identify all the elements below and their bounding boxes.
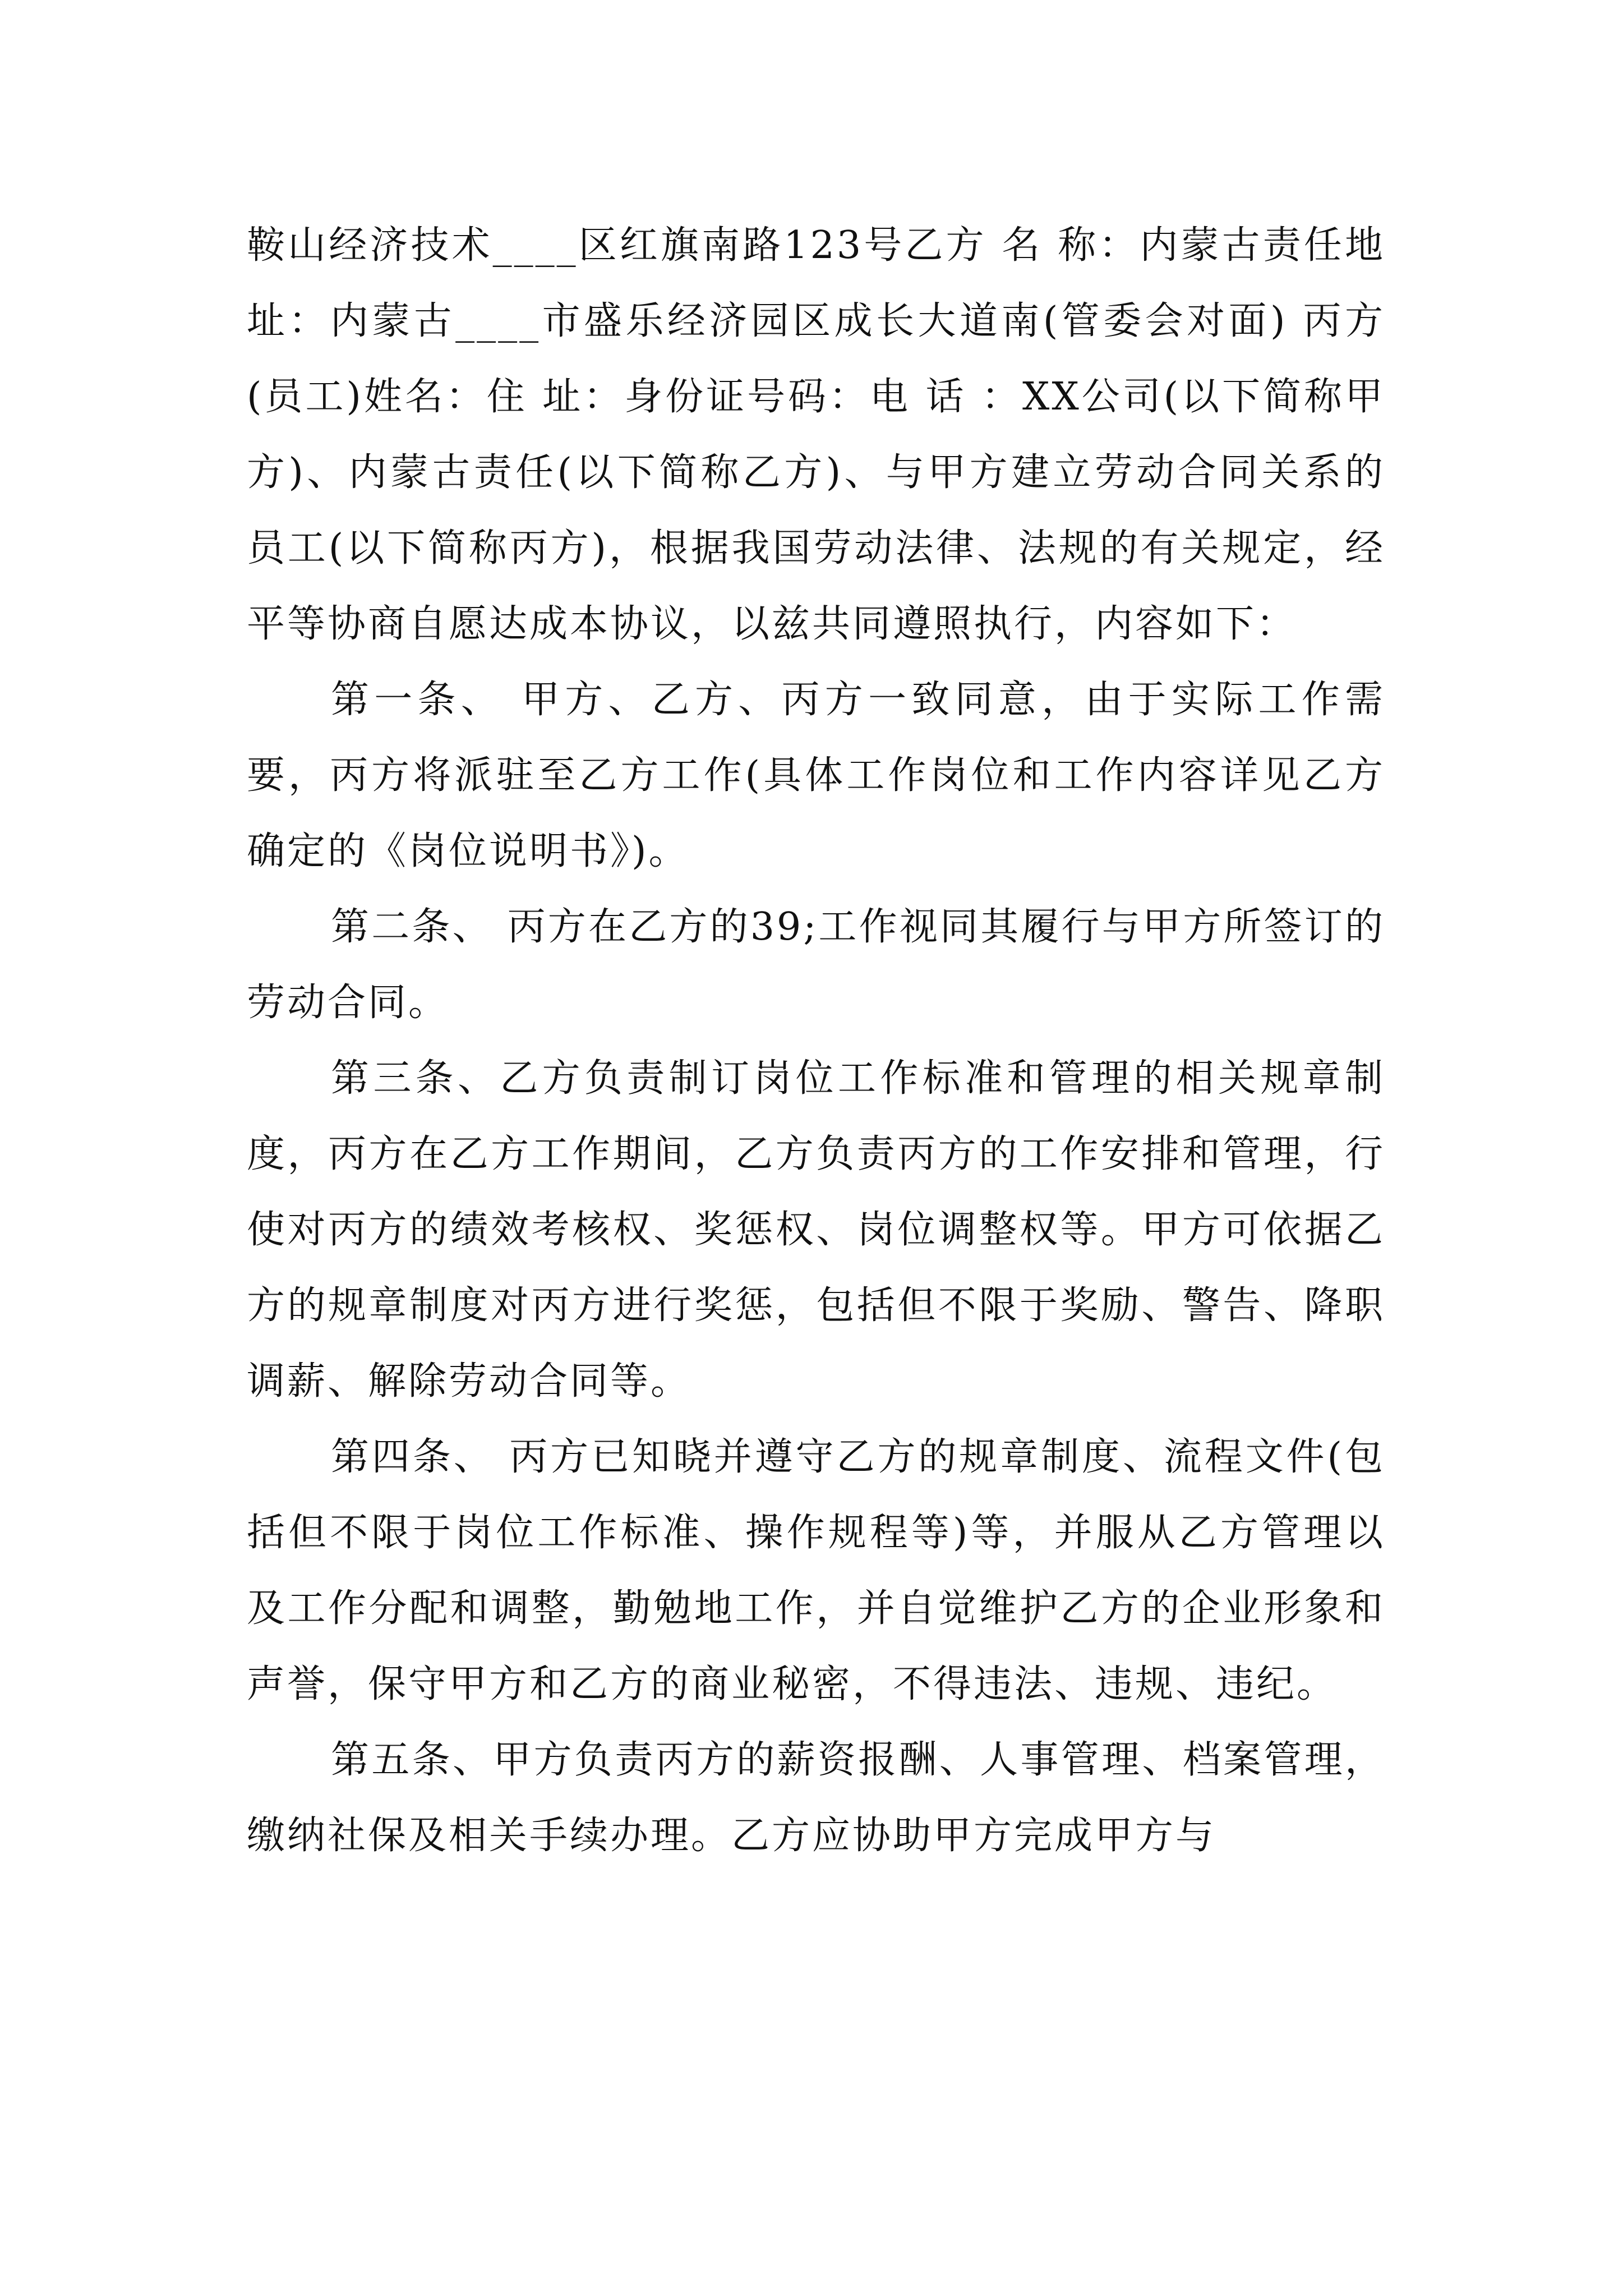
preamble-paragraph: 鞍山经济技术____区红旗南路123号乙方 名 称：内蒙古责任地 址：内蒙古____市盛乐经济园区成长大道南(管委会对面) 丙方(员工)姓名：住 址：身份证号码：电 话 ：XX公司(以下简称甲方)、内蒙古责任(以下简称乙方)、与甲方建立劳动合同关系的员工(以下简称丙方)，根据我国劳动法律、法规的有关规定，经平等协商自愿达成本协议，以兹共同遵照执行，内容如下： [247, 223, 1385, 646]
article-2-paragraph: 第二条、 丙方在乙方的39;工作视同其履行与甲方所签订的劳动合同。 [247, 905, 1385, 1025]
article-4-paragraph: 第四条、 丙方已知晓并遵守乙方的规章制度、流程文件(包括但不限于岗位工作标准、操作规程等)等，并服从乙方管理以及工作分配和调整，勤勉地工作，并自觉维护乙方的企业形象和声誉，保守甲方和乙方的商业秘密，不得违法、违规、违纪。 [247, 1435, 1385, 1706]
article-3-paragraph: 第三条、乙方负责制订岗位工作标准和管理的相关规章制度，丙方在乙方工作期间，乙方负责丙方的工作安排和管理，行使对丙方的绩效考核权、奖惩权、岗位调整权等。甲方可依据乙方的规章制度对丙方进行奖惩，包括但不限于奖励、警告、降职调薪、解除劳动合同等。 [247, 1056, 1385, 1404]
article-5-paragraph: 第五条、甲方负责丙方的薪资报酬、人事管理、档案管理，缴纳社保及相关手续办理。乙方应协助甲方完成甲方与 [247, 1738, 1385, 1858]
article-1-paragraph: 第一条、 甲方、乙方、丙方一致同意，由于实际工作需要，丙方将派驻至乙方工作(具体工作岗位和工作内容详见乙方确定的《岗位说明书》)。 [247, 678, 1386, 873]
document-body [247, 208, 1385, 1874]
